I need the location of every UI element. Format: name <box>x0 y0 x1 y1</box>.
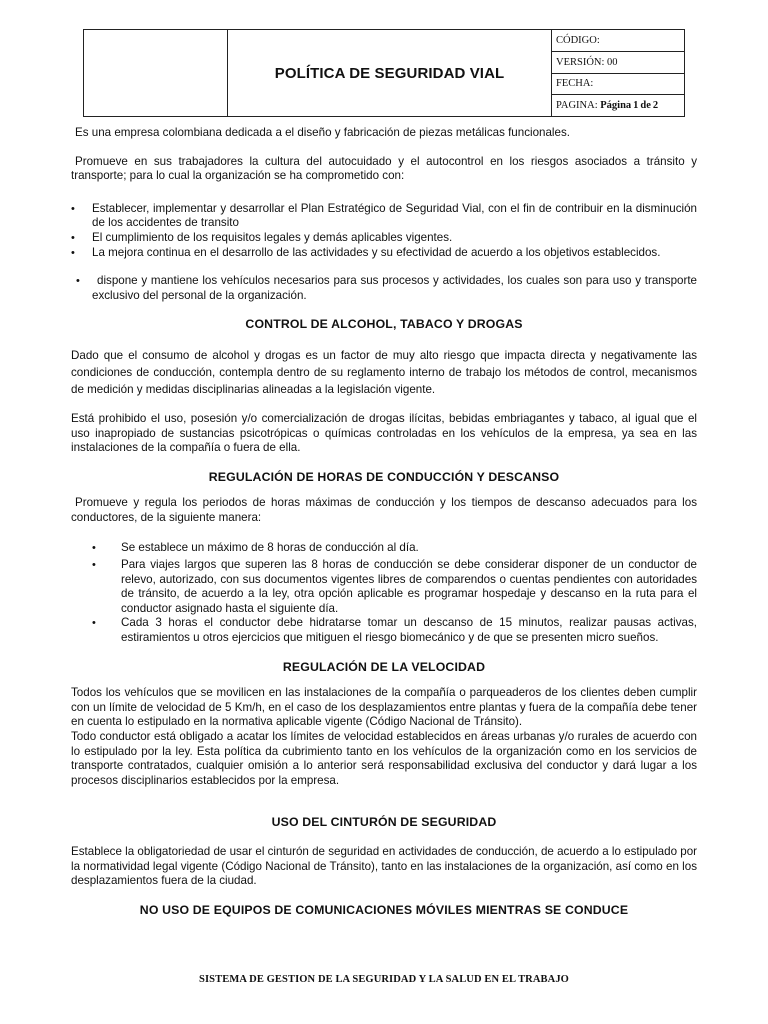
intro-bullet-1: • Establecer, implementar y desarrollar el Plan Estratégico de Seguridad Vial, con el fin de contribuir en la disminución de los accidentes de transito <box>71 202 697 231</box>
pagina-field <box>552 95 684 116</box>
section-heading-velocidad: REGULACIÓN DE LA VELOCIDAD <box>282 659 486 674</box>
document-title: POLÍTICA DE SEGURIDAD VIAL <box>228 30 552 116</box>
document-body <box>71 126 697 917</box>
alcohol-paragraph-2: Está prohibido el uso, posesión y/o comercialización de drogas ilícitas, bebidas embriagantes y tabaco, al igual que el uso inapropiado de sustancias psicotrópicas o químicas controladas en los vehículos de la empresa, ya sea en las instalaciones de la compañía o fuera de ella. <box>71 411 697 455</box>
horas-bullet-2: • Para viajes largos que superen las 8 horas de conducción se debe considerar disponer de un conductor de relevo, autorizado, con sus documentos vigentes libres de comparendos o cuentas pendientes con autoridades de tránsito, de acuerdo a la ley, otra opción aplicable es programar hospedaje y descanso en la ruta para el conductor asignado hasta el siguiente día. <box>92 558 697 616</box>
pagina-prefix: Página <box>600 100 632 112</box>
section-heading-moviles: NO USO DE EQUIPOS DE COMUNICACIONES MÓVILES MIENTRAS SE CONDUCE <box>139 902 629 917</box>
pagina-de: de <box>640 100 651 112</box>
version-field: VERSIÓN: 00 <box>552 52 684 74</box>
intro-paragraph-2: Promueve en sus trabajadores la cultura del autocuidado y el autocontrol en los riesgos asociados a tránsito y transporte; para lo cual la organización se ha comprometido con: <box>71 154 697 183</box>
pagina-num: 1 <box>633 100 639 112</box>
intro-paragraph-1: Es una empresa colombiana dedicada a el diseño y fabricación de piezas metálicas funcionales. <box>75 126 570 139</box>
intro-bullet-4: • dispone y mantiene los vehículos necesarios para sus procesos y actividades, los cuales son para uso y transporte exclusivo del personal de la organización. <box>71 274 697 303</box>
pagina-total: 2 <box>652 100 659 112</box>
document-meta <box>552 30 684 116</box>
intro-bullet-3: • La mejora continua en el desarrollo de las actividades y su efectividad de acuerdo a los objetivos establecidos. <box>71 246 697 261</box>
horas-bullet-3: • Cada 3 horas el conductor debe hidratarse tomar un descanso de 15 minutos, realizar pausas activas, estiramientos u otros ejercicios que mitiguen el riesgo biomecánico y de que se presenten micro sueños. <box>92 616 697 645</box>
cinturon-paragraph-1: Establece la obligatoriedad de usar el cinturón de seguridad en actividades de conducción, de acuerdo a lo estipulado por la normatividad legal vigente (Código Nacional de Tránsito), tanto en las instalaciones de la organización, así como en los desplazamientos fuera de la ciudad. <box>71 845 697 888</box>
velocidad-paragraph-2: Todo conductor está obligado a acatar los límites de velocidad establecidos en áreas urbanas y/o rurales de acuerdo con lo estipulado por la ley. Esta política da cubrimiento tanto en los vehículos de la organización como en los servicios de transporte contratados, cualquier omisión a lo anterior será responsabilidad exclusiva del conductor y dará lugar a los procesos disciplinarios establecidos por la empresa. <box>71 730 697 787</box>
horas-bullet-1: • Se establece un máximo de 8 horas de conducción al día. <box>92 541 697 556</box>
section-heading-alcohol: CONTROL DE ALCOHOL, TABACO Y DROGAS <box>245 317 523 332</box>
fecha-field: FECHA: <box>552 74 684 96</box>
velocidad-paragraph-1: Todos los vehículos que se movilicen en las instalaciones de la compañía o parqueaderos de los clientes deben cumplir con un límite de velocidad de 5 Km/h, en el caso de los desplazamientos entre plantas y fuera de la compañía debe tener en cuenta lo estipulado en la normativa aplicable vigente (Código Nacional de Tránsito). <box>71 686 697 729</box>
logo-placeholder <box>84 30 228 116</box>
pagina-label: PAGINA: <box>556 100 598 112</box>
section-heading-horas: REGULACIÓN DE HORAS DE CONDUCCIÓN Y DESCANSO <box>208 469 560 484</box>
alcohol-paragraph-1: Dado que el consumo de alcohol y drogas es un factor de muy alto riesgo que impacta directa y negativamente las condiciones de conducción, contempla dentro de su reglamento interno de trabajo los métodos de control, mecanismos de medición y medidas disciplinarias alineadas a la legislación vigente. <box>71 348 697 396</box>
horas-paragraph-1: Promueve y regula los periodos de horas máximas de conducción y los tiempos de descanso adecuados para los conductores, de la siguiente manera: <box>71 496 697 524</box>
document-footer: SISTEMA DE GESTION DE LA SEGURIDAD Y LA SALUD EN EL TRABAJO <box>199 974 569 985</box>
horas-bullet-list <box>71 541 697 646</box>
intro-bullet-list <box>71 202 697 304</box>
codigo-field: CÓDIGO: <box>552 30 684 52</box>
document-header-table <box>83 29 685 117</box>
section-heading-cinturon: USO DEL CINTURÓN DE SEGURIDAD <box>271 815 497 830</box>
intro-bullet-2: • El cumplimiento de los requisitos legales y demás aplicables vigentes. <box>71 231 697 246</box>
